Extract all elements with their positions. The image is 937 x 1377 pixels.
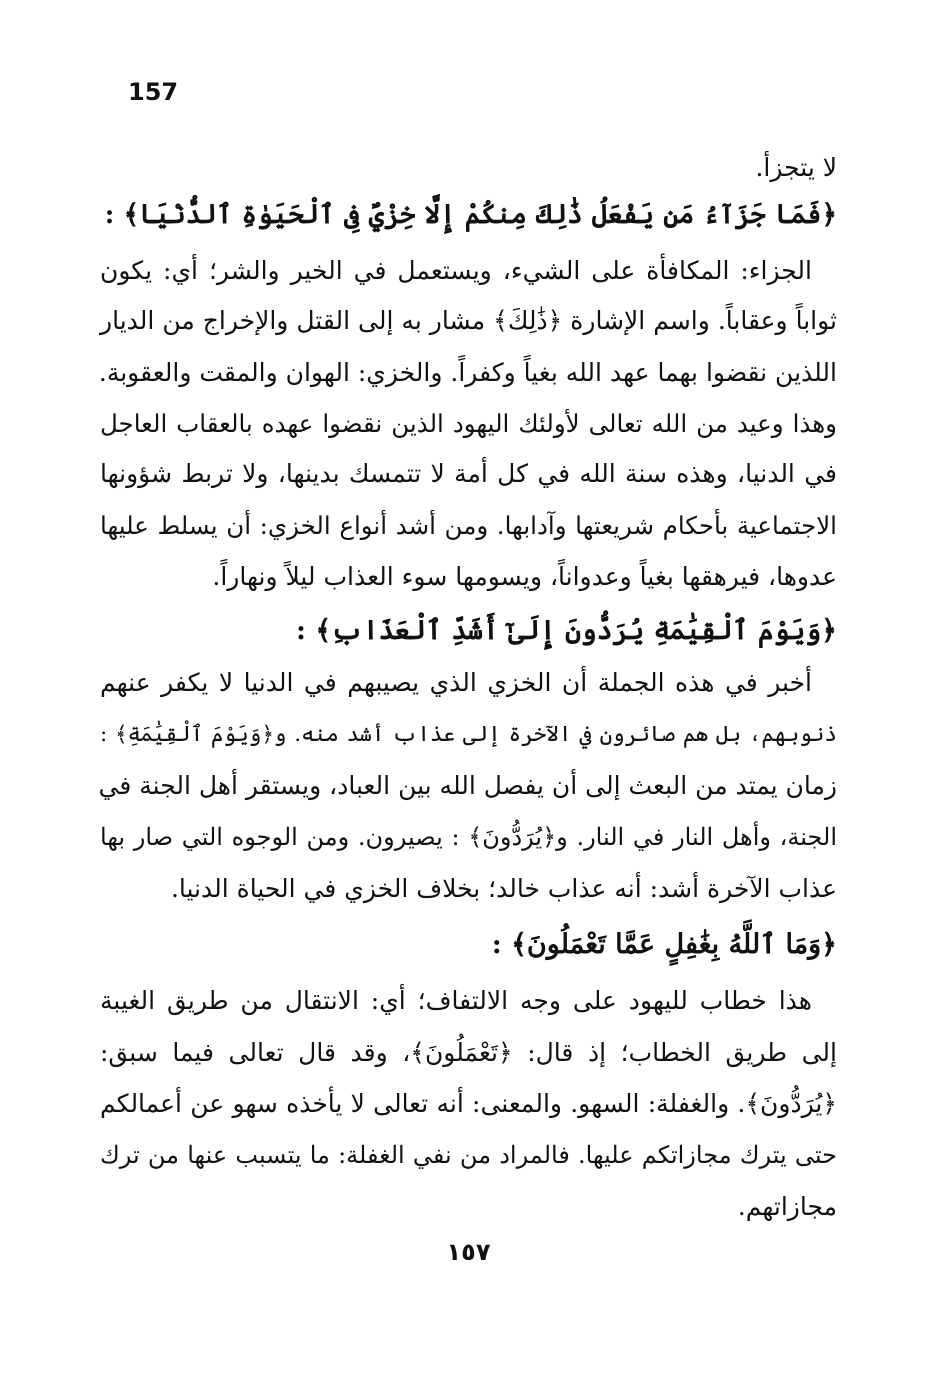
verse-heading: ﴿فَمَا جَزَآءُ مَن يَفْعَلُ ذَٰلِكَ مِنكُمْ إِلَّا خِزْيٌ فِى ٱلْحَيَوٰةِ ٱلدُّنْيَا﴾ : [104,199,837,230]
text-line: الاجتماعية بأحكام شريعتها وآدابها. ومن أشد أنواع الخزي: أن يسلط عليها [100,511,837,540]
text-line: مجازاتهم. [737,1192,837,1221]
text-line: أخبر في هذه الجملة أن الخزي الذي يصيبهم في الدنيا لا يكفر عنهم [100,668,812,697]
verse-heading: ﴿وَيَوْمَ ٱلْقِيَٰمَةِ يُرَدُّونَ إِلَىٰٓ أَشَدِّ ٱلْعَذَابِ﴾ : [296,615,837,646]
text-line: ذنوبهم، بل هم صائرون في الآخرة إلى عذاب أشد منه. و﴿وَيَوْمَ ٱلْقِيَٰمَةِ﴾ : [100,722,837,747]
text-line: لا يتجزأ. [755,153,837,182]
text-line: ثواباً وعقاباً. واسم الإشارة ﴿ذَٰلِكَ﴾ مشار به إلى القتل والإخراج من الديار [100,306,837,335]
text-line: عدوها، فيرهقها بغياً وعدواناً، ويسومها سوء العذاب ليلاً ونهاراً. [212,562,837,591]
text-line: الجنة، وأهل النار في النار. و﴿يُرَدُّونَ﴾ : يصيرون. ومن الوجوه التي صار بها [100,823,837,851]
text-line: الجزاء: المكافأة على الشيء، ويستعمل في الخير والشر؛ أي: يكون [100,256,812,285]
text-line: عذاب الآخرة أشد: أنه عذاب خالد؛ بخلاف الخزي في الحياة الدنيا. [170,874,837,903]
text-line: ﴿يُرَدُّونَ﴾. والغفلة: السهو. والمعنى: أنه تعالى لا يأخذه سهو عن أعمالكم [100,1089,837,1118]
text-line: في الدنيا، وهذه سنة الله في كل أمة لا تتمسك بدينها، ولا تربط شؤونها [100,459,837,488]
text-line: إلى طريق الخطاب؛ إذ قال: ﴿تَعْمَلُونَ﴾، وقد قال تعالى فيما سبق: [100,1038,837,1067]
page-number-top: 157 [128,78,179,106]
text-line: زمان يمتد من البعث إلى أن يفصل الله بين العباد، ويستقر أهل الجنة في [98,771,837,800]
text-line: وهذا وعيد من الله تعالى لأولئك اليهود الذين نقضوا عهده بالعقاب العاجل [100,409,837,438]
text-line: حتى يترك مجازاتكم عليها. فالمراد من نفي الغفلة: ما يتسبب عنها من ترك [100,1141,837,1169]
text-line: اللذين نقضوا بهما عهد الله بغياً وكفراً. والخزي: الهوان والمقت والعقوبة. [98,358,837,387]
verse-heading: ﴿وَمَا ٱللَّهُ بِغَٰفِلٍ عَمَّا تَعْمَلُونَ﴾ : [491,929,837,960]
text-line: هذا خطاب لليهود على وجه الالتفاف؛ أي: الانتقال من طريق الغيبة [100,986,812,1015]
page-number-bottom: ١٥٧ [446,1238,491,1266]
